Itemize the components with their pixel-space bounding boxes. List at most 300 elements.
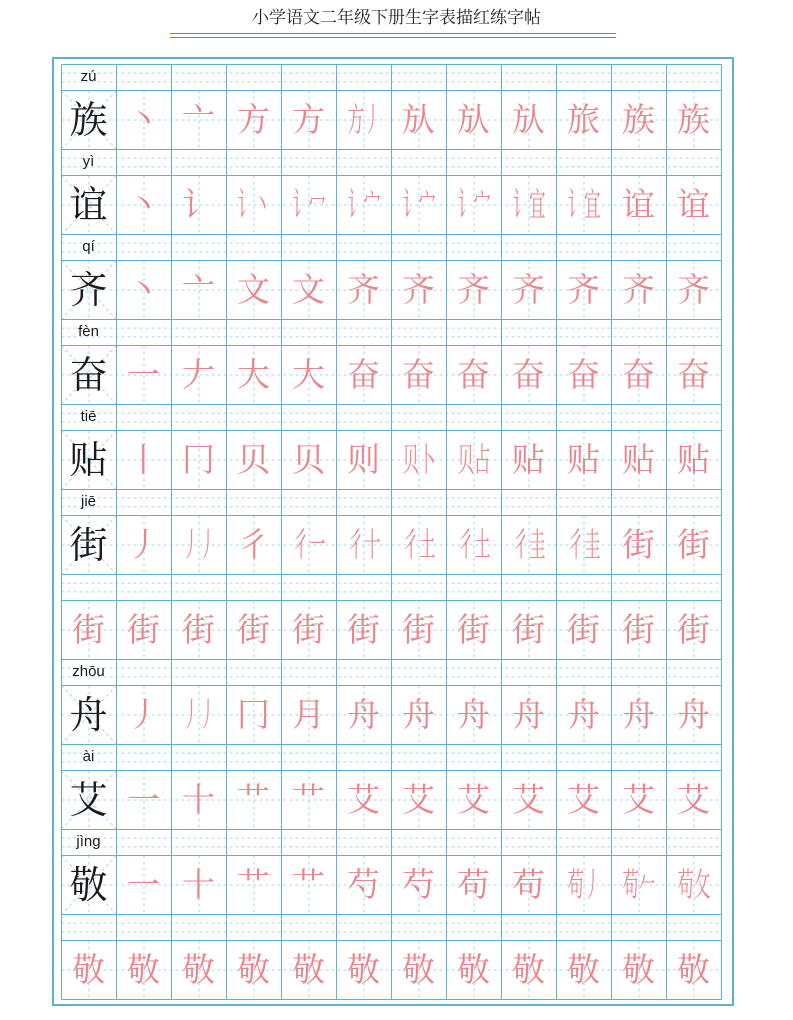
trace-cell [556,90,611,149]
trace-character: 敬 [127,950,160,989]
model-cell [61,430,116,489]
character-row [61,90,721,149]
trace-cell [281,430,336,489]
trace-character: 齐 [677,270,710,309]
trace-cell [446,430,501,489]
trace-character: 贴 [622,440,655,479]
trace-character: 文 [237,270,270,309]
trace-cell [226,430,281,489]
trace-character: 艹 [292,780,325,819]
trace-cell [171,345,226,404]
trace-character: 街 [237,610,270,649]
trace-character: 艾 [622,780,655,819]
trace-cell [61,940,116,999]
trace-character: 艹 [292,865,325,904]
trace-cell [281,770,336,829]
trace-character: 芍 [402,865,435,904]
trace-character: 讠丶 [237,185,270,224]
trace-character: 彳 [237,525,270,564]
trace-cell [336,430,391,489]
trace-cell [226,600,281,659]
trace-cell [391,430,446,489]
trace-character: 冂 [182,440,215,479]
trace-character: 齐 [622,270,655,309]
trace-cell [171,430,226,489]
trace-character: 丶 [127,270,160,309]
trace-cell [171,940,226,999]
trace-cell [171,90,226,149]
trace-character: 齐 [512,270,545,309]
trace-character: 艾 [347,780,380,819]
trace-cell [226,90,281,149]
trace-character: 奋 [402,355,435,394]
trace-character: 街 [182,610,215,649]
model-cell [61,770,116,829]
trace-character: 贴 [677,440,710,479]
trace-cell [116,260,171,319]
trace-cell [556,175,611,234]
trace-cell [556,515,611,574]
trace-character: 艹 [237,780,270,819]
trace-cell [611,260,666,319]
trace-character: 奋 [347,355,380,394]
trace-cell [556,770,611,829]
trace-cell [611,430,666,489]
trace-character: 彳土 [402,525,435,564]
trace-character: 舟 [402,695,435,734]
practice-row [61,234,721,319]
trace-cell [171,600,226,659]
trace-character: 谊 [622,185,655,224]
trace-cell [666,685,721,744]
trace-cell [501,515,556,574]
trace-character: 丿 [127,695,160,734]
trace-character: 街 [292,610,325,649]
trace-character: 奋 [622,355,655,394]
trace-cell [446,260,501,319]
trace-cell [116,600,171,659]
trace-cell [556,685,611,744]
trace-character: 齐 [567,270,600,309]
trace-cell [391,260,446,319]
trace-character: 𠂇 [182,355,215,394]
trace-cell [666,90,721,149]
trace-cell [116,770,171,829]
model-character: 奋 [69,352,108,397]
model-cell [61,90,116,149]
trace-cell [611,175,666,234]
trace-character: 街 [72,610,105,649]
trace-character: 敬 [182,950,215,989]
trace-cell [336,855,391,914]
trace-cell [501,345,556,404]
trace-character: 谊 [677,185,710,224]
trace-cell [336,770,391,829]
trace-character: 敬 [402,950,435,989]
trace-character: 艾 [457,780,490,819]
pinyin-label: yì [82,153,95,170]
trace-cell [556,855,611,914]
trace-character: 贝 [292,440,325,479]
pinyin-label: tiē [80,408,97,425]
practice-rows [61,64,721,999]
trace-character: 冂 [237,695,270,734]
trace-cell [116,685,171,744]
trace-cell [281,175,336,234]
trace-character: 贴 [512,440,545,479]
trace-character: 一 [127,355,160,394]
practice-row [61,829,721,914]
trace-character: 一 [127,780,160,819]
trace-character: 讠 [182,185,215,224]
trace-character: 㫃 [457,100,490,139]
trace-cell [391,175,446,234]
trace-cell [391,770,446,829]
trace-cell [666,515,721,574]
trace-character: 街 [622,525,655,564]
trace-character: 彳十 [347,525,380,564]
trace-cell [336,940,391,999]
trace-cell [391,685,446,744]
trace-cell [611,770,666,829]
trace-character: 街 [677,610,710,649]
trace-character: 㫃 [402,100,435,139]
trace-cell [611,940,666,999]
model-character: 族 [69,97,108,142]
practice-row [61,149,721,234]
trace-character: 一 [127,865,160,904]
trace-character: 讠宜 [567,185,600,224]
trace-character: 丨 [127,440,160,479]
trace-character: 苟丿 [567,865,600,904]
trace-cell [501,770,556,829]
page-title: 小学语文二年级下册生字表描红练字帖 [252,8,541,28]
trace-character: 讠宀 [347,185,380,224]
trace-character: 亠 [182,270,215,309]
trace-character: 彳土 [457,525,490,564]
trace-character: 丶 [127,100,160,139]
pinyin-label: fèn [78,323,99,340]
trace-cell [171,175,226,234]
trace-character: 敬 [677,950,710,989]
trace-cell [666,430,721,489]
trace-character: 敬 [567,950,600,989]
pinyin-label: zhōu [72,663,105,680]
model-character: 舟 [69,692,108,737]
trace-character: 舟 [347,695,380,734]
trace-cell [116,940,171,999]
trace-character: 街 [402,610,435,649]
trace-character: 苟攵 [677,865,710,904]
trace-character: 敬 [72,950,105,989]
character-row [61,770,721,829]
trace-cell [116,855,171,914]
trace-cell [116,175,171,234]
practice-row [61,744,721,829]
trace-cell [171,855,226,914]
character-row [61,260,721,319]
trace-character: 艾 [677,780,710,819]
practice-row [61,574,721,659]
trace-cell [501,940,556,999]
trace-cell [611,515,666,574]
trace-cell [391,600,446,659]
trace-cell [556,345,611,404]
trace-character: 丿丿 [182,695,215,734]
trace-cell [171,260,226,319]
practice-row [61,64,721,149]
trace-character: 十 [182,780,215,819]
trace-cell [116,345,171,404]
trace-cell [501,260,556,319]
practice-grid-frame [52,57,734,1006]
title-double-rule [170,33,616,38]
trace-character: 讠宀 [457,185,490,224]
trace-cell [556,940,611,999]
trace-character: 芍 [347,865,380,904]
trace-character: 敬 [237,950,270,989]
practice-row [61,489,721,574]
trace-cell [611,600,666,659]
trace-character: 贴 [567,440,600,479]
trace-character: 十 [182,865,215,904]
trace-cell [391,515,446,574]
trace-cell [501,685,556,744]
model-cell [61,260,116,319]
model-character: 艾 [69,777,108,822]
character-row [61,685,721,744]
practice-row [61,914,721,999]
trace-character: 艾 [567,780,600,819]
trace-character: 敬 [347,950,380,989]
trace-cell [226,345,281,404]
character-row [61,600,721,659]
trace-character: 舟 [622,695,655,734]
model-cell [61,515,116,574]
trace-character: 舟 [457,695,490,734]
trace-cell [226,770,281,829]
trace-character: 街 [622,610,655,649]
trace-character: 奋 [677,355,710,394]
trace-cell [116,90,171,149]
trace-cell [281,685,336,744]
trace-cell [666,770,721,829]
trace-character: 街 [347,610,380,649]
trace-character: 月 [292,695,325,734]
practice-row [61,404,721,489]
pinyin-label: zú [80,68,97,85]
trace-character: 齐 [402,270,435,309]
pinyin-label: jìng [76,833,101,850]
character-row [61,345,721,404]
trace-cell [226,515,281,574]
trace-cell [556,260,611,319]
trace-character: 舟 [567,695,600,734]
trace-cell [446,685,501,744]
model-character: 谊 [69,182,108,227]
pinyin-label: qí [82,238,95,255]
trace-cell [226,940,281,999]
trace-cell [611,685,666,744]
trace-cell [281,90,336,149]
trace-cell [391,940,446,999]
trace-character: 奋 [512,355,545,394]
trace-cell [501,175,556,234]
trace-character: 讠宜 [512,185,545,224]
trace-character: 奋 [457,355,490,394]
trace-character: 彳圭 [567,525,600,564]
trace-character: 方丿 [347,100,380,139]
trace-cell [666,940,721,999]
trace-character: 舟 [677,695,710,734]
trace-cell [666,855,721,914]
trace-character: 族 [622,100,655,139]
trace-cell [171,770,226,829]
trace-character: 艾 [512,780,545,819]
trace-cell [281,260,336,319]
trace-cell [281,940,336,999]
model-character: 敬 [69,862,108,907]
trace-cell [501,430,556,489]
model-character: 齐 [69,267,108,312]
trace-character: 族 [677,100,710,139]
trace-cell [446,940,501,999]
trace-character: 大 [237,355,270,394]
trace-character: 㫃 [512,100,545,139]
trace-cell [666,345,721,404]
trace-character: 彳圭 [512,525,545,564]
trace-cell [226,855,281,914]
trace-character: 敬 [622,950,655,989]
character-row [61,430,721,489]
trace-cell [611,90,666,149]
trace-cell [226,685,281,744]
trace-cell [446,90,501,149]
trace-character: 街 [512,610,545,649]
trace-character: 舟 [512,695,545,734]
trace-cell [336,685,391,744]
trace-cell [336,90,391,149]
trace-cell [446,515,501,574]
model-cell [61,345,116,404]
practice-row [61,319,721,404]
trace-cell [336,175,391,234]
trace-character: 讠宀 [402,185,435,224]
trace-cell [171,515,226,574]
trace-character: 彳一 [292,525,325,564]
trace-cell [611,855,666,914]
trace-character: 奋 [567,355,600,394]
trace-cell [501,855,556,914]
trace-character: 贝卜 [402,440,435,479]
trace-cell [336,260,391,319]
character-row [61,515,721,574]
trace-character: 亠 [182,100,215,139]
trace-cell [556,600,611,659]
trace-cell [446,600,501,659]
trace-cell [666,260,721,319]
trace-character: 艾 [402,780,435,819]
practice-grid [61,64,721,999]
trace-cell [226,260,281,319]
trace-cell [171,685,226,744]
model-cell [61,855,116,914]
trace-character: 丿丿 [182,525,215,564]
trace-character: 敬 [457,950,490,989]
trace-character: 大 [292,355,325,394]
trace-character: 齐 [457,270,490,309]
trace-character: 敬 [512,950,545,989]
pinyin-label: ài [82,748,95,765]
trace-character: 贝占 [457,440,490,479]
trace-character: 齐 [347,270,380,309]
trace-character: 丶 [127,185,160,224]
trace-cell [666,600,721,659]
trace-character: 贝 [237,440,270,479]
trace-cell [336,345,391,404]
trace-cell [226,175,281,234]
trace-cell [281,855,336,914]
trace-cell [501,90,556,149]
trace-cell [611,345,666,404]
trace-character: 艹 [237,865,270,904]
trace-character: 丿 [127,525,160,564]
trace-cell [281,515,336,574]
trace-cell [391,90,446,149]
trace-cell [116,430,171,489]
trace-cell [666,175,721,234]
trace-cell [336,515,391,574]
trace-character: 方 [292,100,325,139]
model-character: 贴 [69,437,108,482]
trace-character: 街 [677,525,710,564]
trace-cell [446,175,501,234]
character-row [61,855,721,914]
trace-character: 街 [457,610,490,649]
practice-row [61,659,721,744]
trace-character: 方 [237,100,270,139]
trace-cell [391,855,446,914]
trace-cell [281,345,336,404]
trace-character: 苟 [512,865,545,904]
trace-cell [116,515,171,574]
trace-cell [446,770,501,829]
character-row [61,175,721,234]
model-character: 街 [69,522,108,567]
trace-character: 文 [292,270,325,309]
trace-cell [446,855,501,914]
trace-character: 苟 [457,865,490,904]
trace-cell [281,600,336,659]
trace-character: 苟𠂉 [622,865,655,904]
trace-character: 讠冖 [292,185,325,224]
trace-character: 街 [127,610,160,649]
trace-character: 则 [347,440,380,479]
trace-cell [446,345,501,404]
trace-character: 敬 [292,950,325,989]
trace-character: 旅 [567,100,600,139]
pinyin-label: jiē [80,493,96,510]
trace-cell [391,345,446,404]
trace-cell [556,430,611,489]
model-cell [61,175,116,234]
trace-cell [501,600,556,659]
trace-character: 街 [567,610,600,649]
model-cell [61,685,116,744]
character-row [61,940,721,999]
trace-cell [336,600,391,659]
trace-cell [61,600,116,659]
